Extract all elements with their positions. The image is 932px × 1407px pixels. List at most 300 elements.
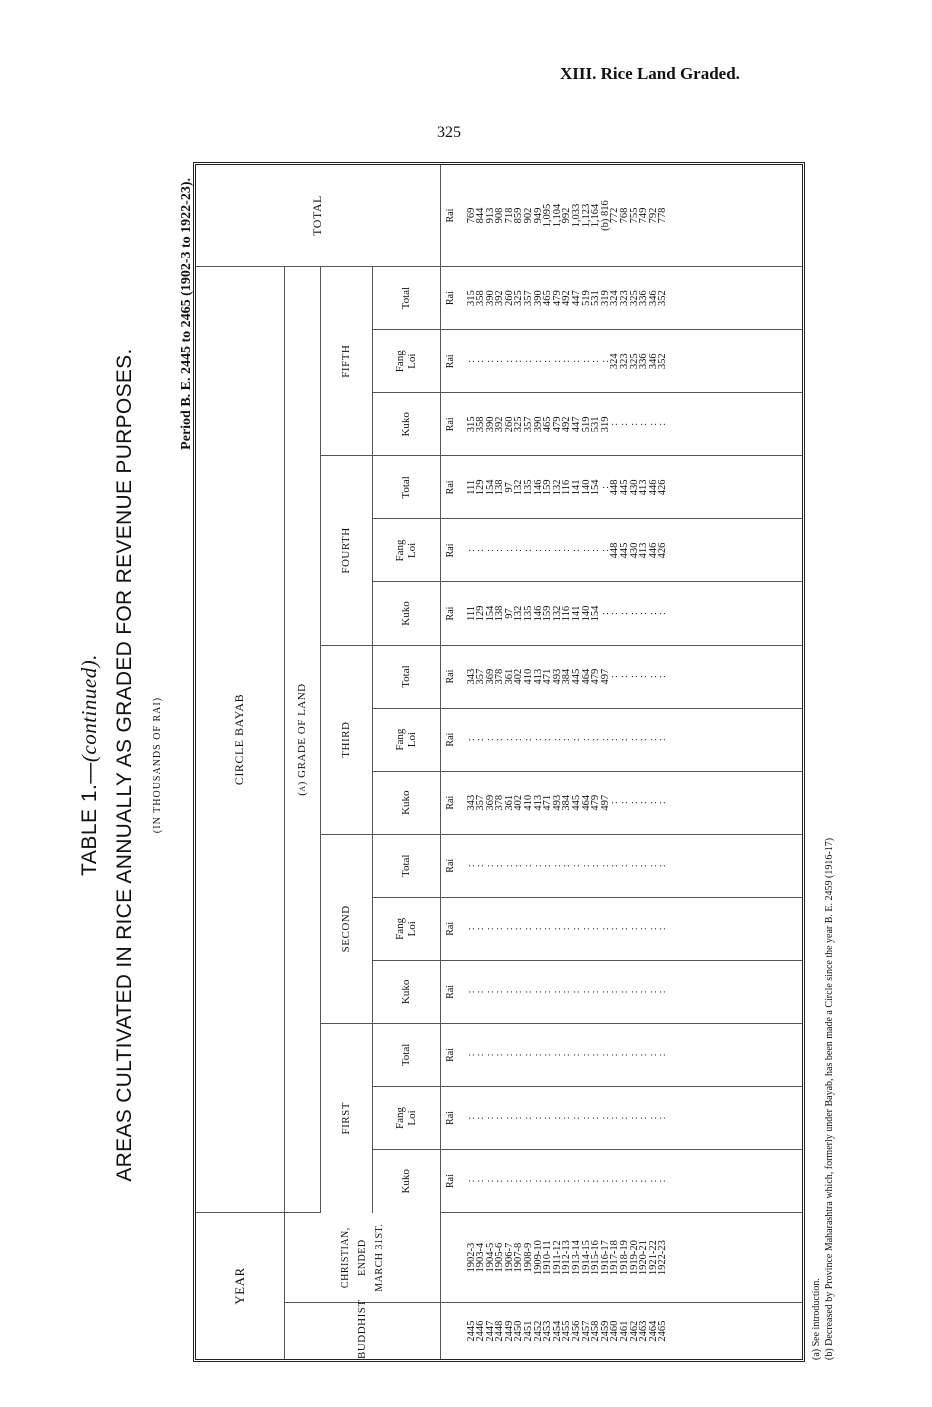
subheader-kuko: Kuko [372, 582, 440, 645]
cell-third-total: 493 [551, 668, 563, 685]
column-fifth-kuko [461, 393, 803, 456]
subheader-fang-loi [372, 897, 440, 960]
column-be [461, 1303, 803, 1359]
cell-ce: 1921-22 [647, 1240, 659, 1276]
cell-third-kuko: 357 [475, 794, 487, 811]
cell-second-fang: : [465, 927, 477, 931]
cell-fourth-kuko: : [609, 612, 621, 615]
cell-first-fang: : [657, 1116, 669, 1120]
cell-fourth-kuko: 154 [590, 605, 602, 622]
column-fourth-total [461, 456, 803, 519]
cell-third-kuko: : [647, 801, 659, 805]
cell-first-total: : [484, 1053, 496, 1057]
header-christian-1: CHRISTIAN, [339, 1227, 351, 1289]
cell-fourth-total: 135 [523, 479, 535, 496]
cell-ce: 1906-7 [503, 1242, 515, 1273]
cell-fifth-kuko: 479 [551, 416, 563, 433]
cell-second-fang: : [532, 927, 544, 931]
cell-second-total: : [599, 864, 611, 868]
cell-fifth-total: 519 [580, 290, 592, 306]
cell-fifth-fang: : [599, 359, 611, 363]
cell-ce: 1916-17 [599, 1240, 611, 1276]
column-fourth-fang [461, 519, 803, 582]
cell-fifth-kuko: : [628, 422, 640, 426]
header-grade-first: FIRST [320, 1023, 372, 1212]
cell-first-fang: : [580, 1116, 592, 1120]
unit-label: Rai [440, 519, 461, 582]
table-title-main: TABLE 1.— [78, 762, 101, 876]
cell-fourth-total: 132 [513, 479, 525, 496]
cell-third-total: 479 [590, 668, 602, 685]
column-first-total [461, 1023, 803, 1086]
cell-first-total: : [503, 1053, 515, 1057]
cell-second-fang: : [523, 927, 535, 931]
cell-first-fang: : [628, 1116, 640, 1120]
cell-third-total: : [619, 675, 630, 679]
cell-total: 718 [503, 207, 515, 224]
cell-fifth-total: 324 [609, 290, 621, 306]
cell-total: 859 [513, 207, 525, 224]
cell-second-fang: : [599, 927, 611, 931]
unit-label: Rai [440, 708, 461, 771]
cell-total: 1,104 [551, 203, 563, 228]
cell-first-kuko: : [532, 1179, 544, 1183]
cell-first-fang: : [619, 1116, 630, 1120]
cell-second-fang: : [484, 927, 496, 931]
subheader-total: Total [372, 456, 440, 519]
cell-ce: 1905-6 [494, 1242, 506, 1273]
cell-second-fang: : [647, 927, 659, 931]
header-christian-2: ENDED [356, 1239, 368, 1276]
cell-second-kuko: : [503, 990, 515, 994]
cell-fourth-fang: : [465, 548, 477, 552]
cell-fifth-total: 390 [484, 290, 496, 306]
cell-first-kuko: : [465, 1179, 477, 1183]
cell-first-total: : [475, 1053, 487, 1057]
cell-fourth-total: 141 [571, 479, 583, 496]
subheader-kuko: Kuko [372, 393, 440, 456]
cell-fifth-fang: : [494, 359, 506, 363]
cell-fifth-fang: : [561, 359, 573, 363]
header-buddhist: BUDDHIST [284, 1303, 440, 1359]
cell-second-total: : [542, 864, 554, 868]
cell-fourth-fang: : [580, 548, 592, 552]
cell-fifth-fang: 336 [638, 353, 650, 370]
cell-fourth-kuko: 135 [523, 605, 535, 622]
cell-third-total: 343 [465, 668, 477, 685]
cell-fourth-total: 426 [657, 479, 669, 496]
cell-first-total: : [609, 1053, 621, 1057]
cell-third-fang: : [619, 738, 630, 742]
cell-first-total: : [513, 1053, 525, 1057]
cell-fifth-fang: : [523, 359, 535, 363]
cell-be: 2454 [551, 1320, 563, 1342]
cell-second-total: : [609, 864, 621, 868]
cell-total: 749 [638, 207, 650, 224]
subheader-fang: Fang [394, 917, 406, 940]
cell-first-fang: : [551, 1116, 563, 1120]
cell-second-kuko: : [647, 990, 659, 994]
cell-fourth-kuko: 154 [484, 605, 496, 622]
cell-fifth-kuko: 325 [513, 416, 525, 433]
cell-ce: 1914-15 [580, 1240, 592, 1276]
cell-fourth-kuko: : [657, 612, 669, 615]
cell-fourth-fang: : [542, 548, 554, 552]
cell-fourth-kuko: 132 [513, 605, 525, 622]
cell-fourth-kuko: 132 [551, 605, 563, 622]
header-grade-second: SECOND [320, 834, 372, 1023]
cell-second-fang: : [513, 927, 525, 931]
cell-fourth-total: 413 [638, 479, 650, 496]
cell-fifth-fang: : [571, 359, 583, 363]
cell-second-total: : [590, 864, 602, 868]
cell-total: 908 [494, 207, 506, 224]
cell-fifth-kuko: 358 [475, 416, 487, 433]
cell-fourth-fang: : [590, 548, 602, 552]
cell-second-fang: : [551, 927, 563, 931]
column-second-kuko [461, 960, 803, 1023]
cell-first-total: : [532, 1053, 544, 1057]
cell-fourth-total: 154 [484, 479, 496, 496]
cell-fifth-total: 358 [475, 290, 487, 306]
cell-ce: 1904-5 [484, 1242, 496, 1273]
cell-fourth-kuko: : [628, 612, 640, 615]
cell-fourth-fang: : [503, 548, 515, 552]
cell-ce: 1911-12 [551, 1240, 563, 1275]
cell-third-total: 384 [561, 668, 573, 685]
unit-label: Rai [440, 1150, 461, 1213]
cell-fifth-kuko: 357 [523, 416, 535, 433]
cell-third-total: : [638, 675, 650, 679]
cell-fifth-fang: : [590, 359, 602, 363]
cell-second-kuko: : [542, 990, 554, 994]
cell-fifth-fang: 324 [609, 353, 621, 370]
cell-first-total: : [465, 1053, 477, 1057]
header-christian-3: MARCH 31ST. [373, 1223, 385, 1292]
cell-be: 2449 [503, 1320, 515, 1342]
cell-third-kuko: 378 [494, 794, 506, 811]
cell-second-fang: : [638, 927, 650, 931]
cell-fifth-fang: : [503, 359, 515, 363]
cell-first-total: : [551, 1053, 563, 1057]
header-grade: (a) GRADE OF LAND [284, 267, 320, 1213]
cell-first-total: : [647, 1053, 659, 1057]
cell-third-total: : [657, 675, 669, 679]
cell-be: 2452 [532, 1320, 544, 1342]
cell-fourth-total: 111 [465, 479, 477, 495]
cell-third-total: 410 [523, 668, 535, 685]
cell-third-fang: : [523, 738, 535, 742]
unit-label: Rai [440, 834, 461, 897]
cell-fourth-fang: 430 [628, 542, 640, 559]
cell-first-fang: : [503, 1116, 515, 1120]
cell-second-fang: : [503, 927, 515, 931]
cell-first-fang: : [638, 1116, 650, 1120]
cell-fifth-kuko: : [609, 422, 621, 426]
cell-fifth-kuko: : [647, 422, 659, 426]
cell-be: 2465 [657, 1320, 669, 1342]
cell-ce: 1917-18 [609, 1240, 621, 1276]
cell-second-fang: : [580, 927, 592, 931]
column-fourth-kuko [461, 582, 803, 645]
cell-fifth-fang: 346 [647, 353, 659, 370]
cell-fourth-fang: : [475, 548, 487, 552]
header-christian [284, 1213, 440, 1303]
cell-third-kuko: 497 [599, 794, 611, 811]
cell-first-total: : [571, 1053, 583, 1057]
column-third-fang [461, 708, 803, 771]
cell-fifth-kuko: : [619, 422, 630, 426]
cell-fourth-kuko: 129 [475, 605, 487, 622]
cell-first-kuko: : [599, 1179, 611, 1183]
cell-second-kuko: : [561, 990, 573, 994]
cell-fourth-total: 132 [551, 479, 563, 496]
header-grade-fifth: FIFTH [320, 267, 372, 456]
unit-label: Rai [440, 456, 461, 519]
cell-total: 768 [619, 207, 630, 224]
cell-third-fang: : [571, 738, 583, 742]
subheader-kuko: Kuko [372, 1150, 440, 1213]
cell-first-fang: : [475, 1116, 487, 1120]
column-total [461, 165, 803, 267]
cell-first-total: : [590, 1053, 602, 1057]
cell-third-total: 464 [580, 668, 592, 685]
cell-first-fang: : [523, 1116, 535, 1120]
column-fifth-total [461, 267, 803, 330]
cell-fifth-total: 315 [465, 290, 477, 306]
cell-fifth-kuko: : [657, 422, 669, 426]
cell-fourth-kuko: 138 [494, 605, 506, 622]
cell-second-kuko: : [619, 990, 630, 994]
cell-fifth-fang: : [465, 359, 477, 363]
cell-fourth-total: 138 [494, 479, 506, 496]
cell-third-fang: : [638, 738, 650, 742]
unit-label: Rai [440, 897, 461, 960]
cell-fifth-kuko: 390 [484, 416, 496, 433]
cell-total: 1,123 [580, 203, 592, 228]
subheader-kuko: Kuko [372, 771, 440, 834]
cell-second-fang: : [590, 927, 602, 931]
cell-third-kuko: : [657, 801, 669, 805]
cell-ce: 1913-14 [571, 1240, 583, 1276]
cell-fifth-total: 336 [638, 290, 650, 306]
cell-ce: 1907-8 [513, 1242, 525, 1273]
cell-third-total: : [609, 675, 621, 679]
cell-third-kuko: 384 [561, 794, 573, 811]
cell-be: 2464 [647, 1320, 659, 1342]
cell-second-total: : [647, 864, 659, 868]
table-subtitle: AREAS CULTIVATED IN RICE ANNUALLY AS GRADED FOR REVENUE PURPOSES. [113, 348, 136, 1182]
cell-third-kuko: 410 [523, 794, 535, 811]
cell-fifth-kuko: 531 [590, 416, 602, 433]
cell-fourth-kuko: 116 [561, 605, 573, 622]
subheader-total: Total [372, 1023, 440, 1086]
cell-second-fang: : [619, 927, 630, 931]
cell-third-fang: : [657, 738, 669, 742]
cell-fourth-fang: : [571, 548, 583, 552]
cell-fifth-total: 325 [628, 290, 640, 306]
cell-be: 2447 [484, 1320, 496, 1342]
subheader-loi: Loi [406, 731, 418, 748]
cell-fourth-total: 159 [542, 479, 554, 496]
cell-fifth-total: 465 [542, 290, 554, 306]
cell-ce: 1915-16 [590, 1240, 602, 1276]
cell-third-fang: : [503, 738, 515, 742]
subheader-fang: Fang [394, 539, 406, 562]
cell-first-fang: : [465, 1116, 477, 1120]
cell-fourth-kuko: 111 [465, 606, 477, 621]
cell-second-total: : [484, 864, 496, 868]
cell-first-kuko: : [494, 1179, 506, 1183]
cell-first-kuko: : [523, 1179, 535, 1183]
cell-fifth-fang: 325 [628, 353, 640, 370]
cell-third-kuko: 493 [551, 794, 563, 811]
cell-first-fang: : [647, 1116, 659, 1120]
cell-second-total: : [561, 864, 573, 868]
cell-third-total: 369 [484, 668, 496, 685]
cell-second-total: : [503, 864, 515, 868]
cell-second-kuko: : [523, 990, 535, 994]
cell-be: 2450 [513, 1320, 525, 1342]
unit-label: Rai [440, 165, 461, 267]
cell-fifth-fang: : [484, 359, 496, 363]
cell-fourth-fang: : [494, 548, 506, 552]
cell-first-fang: : [494, 1116, 506, 1120]
cell-fifth-total: 325 [513, 290, 525, 306]
cell-first-total: : [657, 1053, 669, 1057]
cell-fourth-total: 140 [580, 479, 592, 496]
cell-fourth-kuko: : [599, 612, 611, 615]
cell-fifth-kuko: 260 [503, 416, 515, 433]
unit-label: Rai [440, 267, 461, 330]
cell-first-fang: : [571, 1116, 583, 1120]
header-total: TOTAL [196, 165, 440, 267]
cell-first-kuko: : [484, 1179, 496, 1183]
cell-third-fang: : [561, 738, 573, 742]
cell-fifth-fang: 323 [619, 353, 630, 370]
cell-third-total: 413 [532, 668, 544, 685]
header-circle: CIRCLE BAYAB [196, 267, 284, 1213]
cell-first-kuko: : [638, 1179, 650, 1183]
cell-first-fang: : [542, 1116, 554, 1120]
cell-third-total: 378 [494, 668, 506, 685]
cell-third-kuko: : [609, 801, 621, 805]
column-third-total [461, 645, 803, 708]
table-units: (IN THOUSANDS OF RAI) [152, 696, 163, 834]
cell-fourth-kuko: 159 [542, 605, 554, 622]
cell-first-total: : [494, 1053, 506, 1057]
table-title [77, 160, 102, 1370]
cell-second-fang: : [628, 927, 640, 931]
cell-second-total: : [580, 864, 592, 868]
cell-ce: 1909-10 [532, 1240, 544, 1276]
cell-second-fang: : [475, 927, 487, 931]
cell-be: 2459 [599, 1320, 611, 1342]
cell-ce: 1920-21 [638, 1240, 650, 1276]
subheader-loi: Loi [406, 353, 418, 369]
cell-fourth-fang: 448 [609, 542, 621, 559]
cell-be: 2463 [638, 1320, 650, 1342]
cell-fourth-kuko: 97 [503, 608, 515, 619]
cell-fifth-kuko: 390 [532, 416, 544, 433]
cell-third-total: : [647, 675, 659, 679]
cell-fifth-total: 390 [532, 290, 544, 306]
cell-be: 2461 [619, 1320, 630, 1342]
cell-second-total: : [619, 864, 630, 868]
cell-fourth-fang: : [532, 548, 544, 552]
cell-fourth-total: 445 [619, 479, 630, 496]
cell-fifth-kuko: 465 [542, 416, 554, 433]
cell-be: 2458 [590, 1320, 602, 1342]
cell-third-fang: : [484, 738, 496, 742]
cell-fifth-total: 357 [523, 290, 535, 306]
cell-fourth-total: 448 [609, 479, 621, 496]
subheader-fang: Fang [394, 1107, 406, 1129]
subheader-fang-loi [372, 330, 440, 393]
cell-third-kuko: : [638, 801, 650, 805]
cell-first-fang: : [532, 1116, 544, 1120]
subheader-kuko: Kuko [372, 960, 440, 1023]
cell-ce: 1910-11 [542, 1240, 554, 1275]
header-year: YEAR [196, 1213, 284, 1359]
cell-total: 1,164 [590, 203, 602, 228]
cell-first-kuko: : [551, 1179, 563, 1183]
cell-second-fang: : [494, 927, 506, 931]
cell-fifth-kuko: : [638, 422, 650, 426]
cell-first-kuko: : [657, 1179, 669, 1183]
cell-ce: 1918-19 [619, 1240, 630, 1276]
subheader-loi: Loi [406, 1110, 418, 1126]
cell-third-kuko: 464 [580, 794, 592, 811]
cell-first-kuko: : [561, 1179, 573, 1183]
cell-total: 778 [657, 207, 669, 224]
unit-label: Rai [440, 1023, 461, 1086]
cell-first-total: : [542, 1053, 554, 1057]
cell-third-total: 361 [503, 668, 515, 685]
cell-fifth-kuko: 319 [599, 416, 611, 433]
section-header: XIII. Rice Land Graded. [560, 64, 740, 83]
cell-fifth-fang: : [513, 359, 525, 363]
cell-second-total: : [657, 864, 669, 868]
cell-third-fang: : [580, 738, 592, 742]
cell-second-fang: : [657, 927, 669, 931]
cell-third-kuko: 471 [542, 794, 554, 811]
cell-second-kuko: : [494, 990, 506, 994]
cell-be: 2451 [523, 1320, 535, 1342]
cell-fourth-kuko: : [619, 612, 630, 615]
rotated-table-page [75, 160, 835, 1370]
header-grade-third: THIRD [320, 645, 372, 834]
column-second-fang [461, 897, 803, 960]
cell-fourth-fang: : [513, 548, 525, 552]
cell-first-fang: : [561, 1116, 573, 1120]
cell-third-total: 357 [475, 668, 487, 685]
cell-fifth-total: 447 [571, 290, 583, 306]
cell-second-fang: : [609, 927, 621, 931]
cell-be: 2456 [571, 1320, 583, 1342]
cell-first-kuko: : [609, 1179, 621, 1183]
cell-fifth-kuko: 492 [561, 416, 573, 433]
cell-third-kuko: 479 [590, 794, 602, 811]
cell-be: 2457 [580, 1320, 592, 1342]
subheader-loi: Loi [406, 921, 418, 937]
unit-label: Rai [440, 330, 461, 393]
subheader-fang-loi [372, 708, 440, 771]
cell-second-kuko: : [590, 990, 602, 994]
subheader-fang: Fang [394, 350, 406, 373]
cell-third-fang: : [465, 738, 477, 742]
cell-fifth-fang: : [551, 359, 563, 363]
